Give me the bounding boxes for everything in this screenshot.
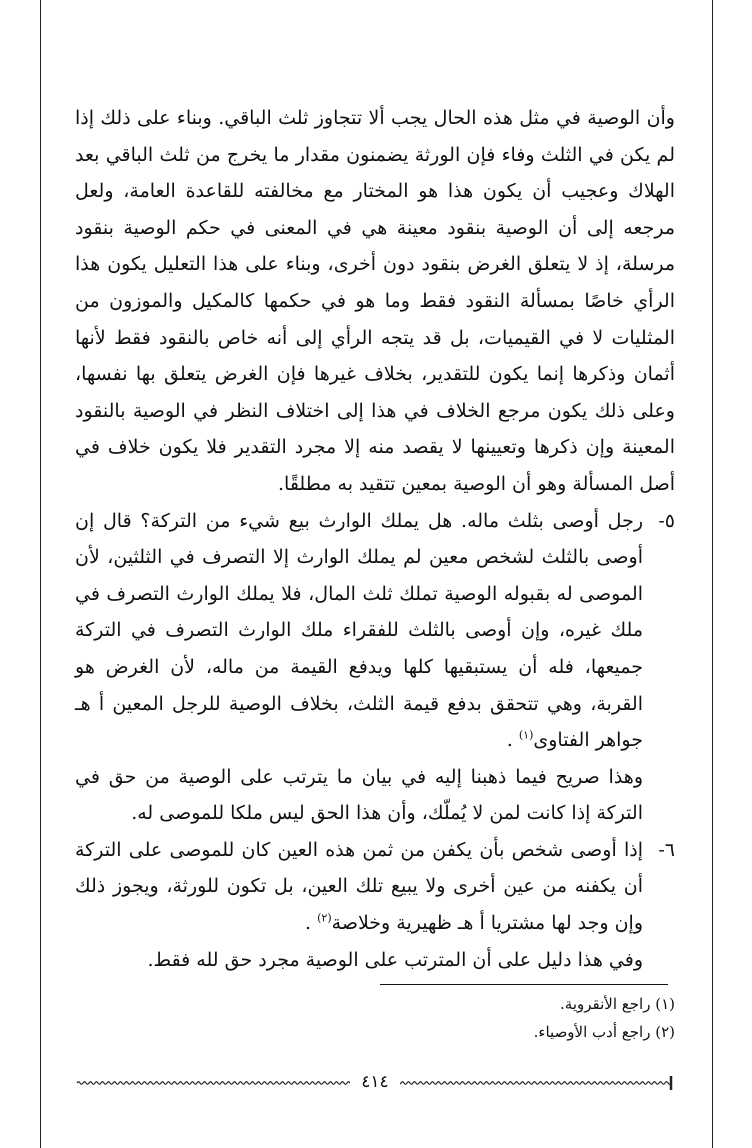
- item-number: ٦-: [658, 838, 675, 861]
- item-tail: .: [506, 729, 513, 752]
- footnote-marker: (٢): [317, 911, 332, 925]
- numbered-item-6: [75, 832, 675, 942]
- page-footer: [75, 1070, 675, 1094]
- item-text: إذا أوصى شخص بأن يكفن من ثمن هذه العين كان للموصى على التركة أن يكفنه من عين أخرى ولا يبيع تلك العين، بل تكون للورثة، ويجوز ذلك وإن وجد لها مشتريا أ هـ ظهيرية وخلاصة: [75, 838, 643, 935]
- footnote-divider: [380, 984, 668, 985]
- page-number: ٤١٤: [350, 1070, 400, 1094]
- numbered-item-5: [75, 503, 675, 759]
- body-paragraph: وأن الوصية في مثل هذه الحال يجب ألا تتجاوز ثلث الباقي. وبناء على ذلك إذا لم يكن في الثلث وفاء فإن الورثة يضمنون مقدار ما يخرج من ثلث الباقي بعد الهلاك وعجيب أن يكون هذا هو المختار مع مخالفته للقاعدة العامة، ولعل مرجعه إلى أن الوصية بنقود معينة هي في المعنى في حكم الوصية بنقود مرسلة، إذ لا يتعلق الغرض بنقود دون أخرى، وبناء على هذا التعليل يكون هذا الرأي خاصًا بمسألة النقود فقط وما هو في حكمها كالمكيل والموزون من المثليات لا في القيميات، بل قد يتجه الرأي إلى أنه خاص بالنقود فقط لأنها أثمان وذكرها إنما يكون للتقدير، بخلاف غيرها فإن الغرض يتعلق بها نفسها، وعلى ذلك يكون مرجع الخلاف في هذا إلى اختلاف النظر في الوصية بالنقود المعينة وإن ذكرها وتعيينها لا يقصد منه إلا مجرد التقدير فلا يكون خلاف في أصل المسألة وهو أن الوصية بمعين تتقيد به مطلقًا.: [75, 107, 675, 495]
- page-border-right: [712, 0, 713, 1148]
- item-text: رجل أوصى بثلث ماله. هل يملك الوارث بيع شيء من التركة؟ قال إن أوصى بالثلث لشخص معين لم يملك الوارث إلا التصرف في الثلثين، لأن الموصى له بقبوله الوصية تملك ثلث المال، فلا يملك الوارث التصرف في ملك غيره، وإن أوصى بالثلث للفقراء ملك الوارث التصرف في التركة جميعها، فله أن يستبقيها كلها ويدفع القيمة من ماله، لأن الغرض هو القربة، وهي تتحقق بدفع قيمة الثلث، بخلاف الوصية للرجل المعين أ هـ جواهر الفتاوى: [75, 509, 643, 752]
- item-tail: .: [305, 912, 312, 935]
- page-border-left: [40, 0, 41, 1148]
- footnote-marker: (١): [518, 728, 534, 742]
- commentary-paragraph: وهذا صريح فيما ذهبنا إليه في بيان ما يترتب على الوصية من حق في التركة إذا كانت لمن لا يُملّك، وأن هذا الحق ليس ملكا للموصى له.: [75, 765, 643, 825]
- footnote: (١) راجع الأنقروية.: [560, 995, 675, 1013]
- item-number: ٥-: [658, 509, 675, 532]
- commentary-paragraph: وفي هذا دليل على أن المترتب على الوصية مجرد حق لله فقط.: [147, 948, 643, 971]
- footnote: (٢) راجع أدب الأوصياء.: [533, 1023, 675, 1041]
- footnotes: [75, 990, 675, 1046]
- page-body: [75, 100, 675, 978]
